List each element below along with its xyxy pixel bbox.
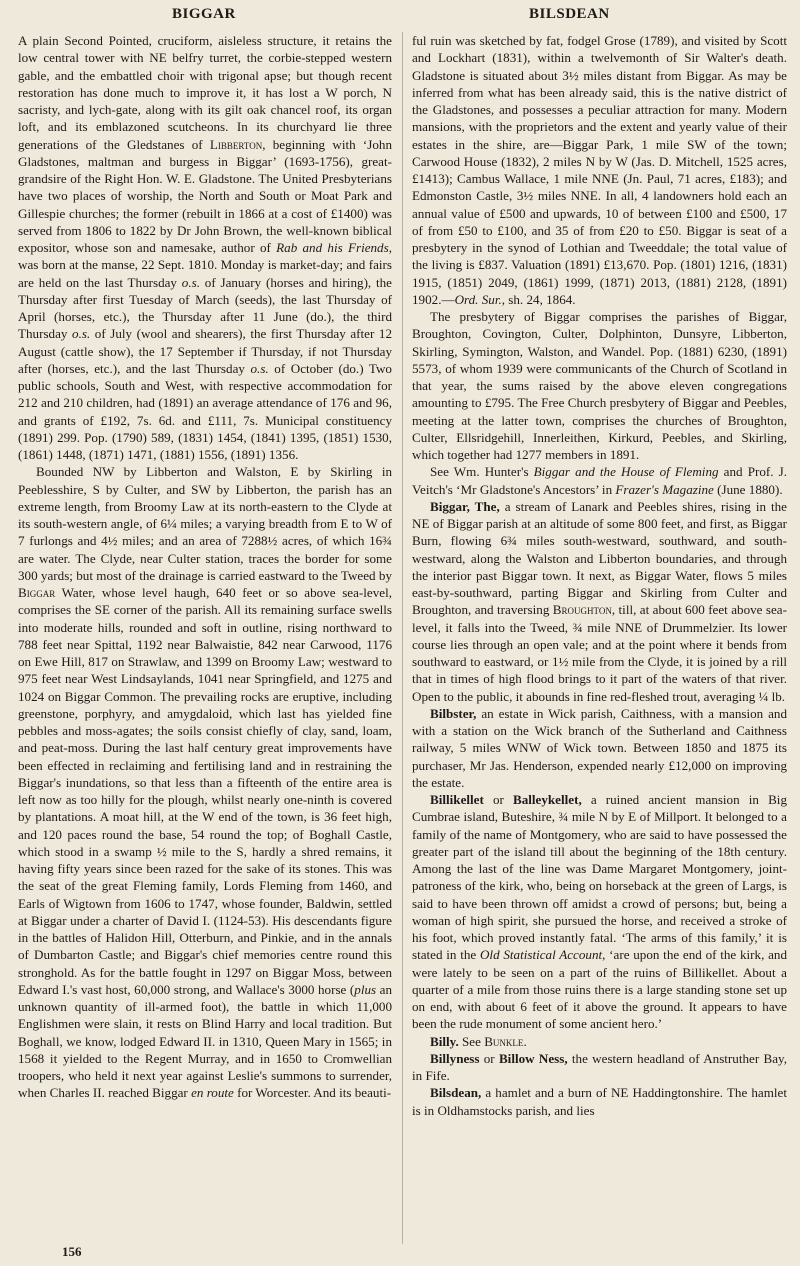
italic-word: en route [191, 1085, 234, 1101]
left-column [18, 32, 392, 1244]
entry-heading: Billy. [430, 1033, 459, 1049]
abbreviation: Ord. Sur. [454, 291, 502, 307]
entry-heading: Billow Ness, [498, 1050, 568, 1066]
entry-billy [412, 1033, 787, 1050]
text-run: A plain Second Pointed, cruciform, aisleless structure, it retains the low central tower with NE belfry turret, the corbie-stepped western gable, and the embattled choir with trigonal apse; but though recent restoration has done much to improve it, it has lost a W porch, N sacristy, and lych-gate, along with its gilt oak chancel roof, its organ loft, and its emblazoned scutcheons. In its churchyard lie three generations of the Gledstanes of [18, 33, 392, 152]
text-run: See Wm. Hunter's [430, 464, 534, 480]
text-run: a hamlet and a burn of NE Haddingtonshire. The hamlet is in Oldhamstocks parish, and lies [412, 1085, 787, 1118]
text-run: a stream of Lanark and Peebles shires, rising in the NE of Biggar parish at an altitude of some 800 feet, and first, as Biggar Burn, flowing 6¾ miles south-westward, southward, and south-westward, along the Walston and Libberton boundaries, and through the interior past Biggar town. It next, as Biggar Water, flows 5 miles east-by-southward, parting Biggar and Skirling from Culter and Broughton, and traversing [412, 498, 787, 618]
text-run: of July (wool and shearers), the first Thursday after 12 August (cattle show), the 17 September if Thursday, if not Thursday after (horses, etc.), and the last Thursday [18, 326, 392, 376]
paragraph-mansions [412, 32, 787, 308]
text-run: for Worcester. And its beauti- [233, 1085, 392, 1101]
entry-heading: Billikellet [430, 792, 484, 807]
text-run: , ‘are upon the end of the kirk, and were lately to be seen on a part of the ruins of Billikellet. About a quarter of a mile from those ruins there is a large standing stone set up on end, with about 6 feet of it above the ground. It appears to have been the rude monument of some ancient hero.’ [412, 947, 787, 1032]
running-head-left: BIGGAR [172, 6, 236, 22]
text-run: ful ruin was sketched by fat, fodgel Grose (1789), and visited by Scott and Lockhart (1831), within a twelvemonth of Sir Walter's death. Gladstone is situated about 3½ miles distant from Biggar. As may be inferred from what has been already said, this is the native district of the Gladstones, and possesses a peculiar attraction for many. Modern mansions, with the proprietors and the extent and yearly value of their estates in the shire, are—Biggar Park, 1 mile SW of the town; Carwood House (1832), 2 miles N by W (Jas. D. Mitchell, 1525 acres, £1413); Cambus Wallace, 1 mile NNE (Jn. Paul, 71 acres, £183); and Edmonston Castle, 3½ miles NNE. In all, 4 landowners hold each an annual value of £500 and upwards, 10 of between £100 and £500, 17 of from £50 to £100, and 35 of from £20 to £50. Biggar is seat of a presbytery in the synod of Lothian and Tweeddale; the total value of the living is £837. Valuation (1891) £13,670. Pop. (1801) 1216, (1831) 1915, (1851) 2049, (1861) 1999, (1871) 2013, (1881) 2128, (1891) 1902.— [412, 33, 787, 307]
right-column [412, 32, 787, 1244]
abbreviation: o.s. [181, 274, 200, 290]
book-title: Frazer's Magazine [615, 481, 714, 497]
text-run: , sh. 24, 1864. [501, 291, 576, 307]
paragraph-church-and-town [18, 32, 392, 463]
cross-reference: Libberton [209, 136, 263, 152]
text-run: a ruined ancient mansion in Big Cumbrae island, Buteshire, ¾ mile N by E of Millport. It belonged to a family of the name of Montgomery, who are said to have possessed the greater part of the island till about the beginning of the 18th century. Among the last of the line was Dame Margaret Montgomery, joint-patroness of the kirk, who, being on horseback at the green of Largs, is said to have been thrown off amidst a crowd of persons; but, being a woman of high spirit, she pursued the horse, and received a stroke of his foot, which proved instantly fatal. ‘The arms of this family,’ it is stated in the [412, 792, 787, 963]
running-head [0, 6, 800, 28]
cross-reference: Bunkle [484, 1033, 524, 1049]
book-title: Rab and his Friends [276, 240, 389, 255]
text-run: or [483, 792, 513, 807]
text-run: , till, at about 600 feet above sea-level, it falls into the Tweed, ¾ mile NNE of Drummelzier. Its lower course lies through an open vale; and at the point where it bends from southward to eastward, or 1½ mile from the Clyde, it is joined by a rill that in times of high flood brings to it part of the waters of that river. Open to the public, it abounds in fine red-fleshed trout, averaging ¼ lb. [412, 602, 787, 704]
text-run: . [523, 1033, 527, 1049]
text-run: and Prof. J. Veitch's ‘Mr Gladstone's Ancestors’ in [412, 464, 787, 497]
column-divider [402, 32, 403, 1244]
book-title: Biggar and the House of Fleming [533, 464, 719, 480]
text-run: an unknown quantity of ill-armed foot), the battle in which 11,000 Englishmen were slain, it rests on Blind Harry and local tradition. But Boghall, we know, lodged Edward II. in 1310, Queen Mary in 1565; in 1568 it yielded to the Regent Murray, and in 1650 to Cromwellian troopers, who held it next year against Leslie's summons to surrender, when Charles II. reached Biggar [18, 981, 392, 1101]
text-run: (June 1880). [713, 481, 783, 497]
entry-heading: Balleykellet, [512, 792, 582, 807]
entry-biggar-the [412, 498, 787, 705]
text-run: of October (do.) Two public schools, South and West, with respective accommodation for 212 and 210 children, had (1891) an average attendance of 176 and 96, and grants of £192, 7s. 6d. and £111, 7s. Municipal constituency (1891) 299. Pop. (1790) 589, (1831) 1454, (1841) 1395, (1851) 1530, (1861) 1448, (1871) 1471, (1881) 1556, (1891) 1356. [18, 360, 392, 462]
text-run: See [458, 1033, 485, 1049]
text-run: an estate in Wick parish, Caithness, with a mansion and with a station on the Wick branch of the Sutherland and Caithness railway, 5 miles WNW of Wick town. Between 1850 and 1875 its purchaser, Mr Jas. Henderson, expended nearly £12,000 on improving the estate. [412, 705, 787, 790]
abbreviation: o.s. [72, 326, 91, 342]
entry-bilbster [412, 705, 787, 791]
text-run: the western headland of Anstruther Bay, in Fife. [412, 1050, 787, 1083]
entry-heading: Billyness [430, 1050, 480, 1066]
paragraph-presbytery: The presbytery of Biggar comprises the parishes of Biggar, Broughton, Covington, Culter, Dolphinton, Dunsyre, Libberton, Skirling, Symington, Walston, and Wandel. Pop. (1881) 6230, (1891) 5573, of whom 1939 were communicants of the Church of Scotland in that year, the sums raised by the above eleven congregations amounting to £795. The Free Church presbytery of Biggar and Peebles, meeting at the latter town, comprises the churches of Broughton, Culter, Ellsridgehill, Innerleithen, Kirkurd, Peebles, and Skirling, which together had 1277 members in 1891. [412, 309, 787, 462]
text-run: , beginning with ‘John Gladstones, maltman and burgess in Biggar’ (1693-1756), great-grandsire of the Right Hon. W. E. Gladstone. The United Presbyterians have two places of worship, the North and South or Moat Park and Gillespie churches; the former (rebuilt in 1866 at a cost of £1400) was served from 1806 to 1822 by Dr John Brown, the well-known biblical expositor, whose son and namesake, author of [18, 136, 392, 255]
page-number: 156 [62, 1244, 82, 1259]
text-run: Bounded NW by Libberton and Walston, E by Skirling in Peeblesshire, S by Culter, and SW by Libberton, the parish has an extreme length, from Broomy Law at its north-eastern to the Clyde at its south-western angle, of 6¼ miles; a varying breadth from E to W of 7 furlongs and 4½ miles; and an area of 7288½ acres, of which 16¾ are water. The Clyde, near Culter station, traces the border for some 300 yards; but most of the drainage is carried eastward to the Tweed by [18, 464, 392, 583]
running-head-right: BILSDEAN [529, 6, 610, 22]
cross-reference: Broughton [552, 602, 612, 618]
text-run: of January (horses and hiring), the Thursday after first Tuesday of March (seeds), the last Thursday of April (horses, etc.), the Thursday after 11 June (do.), the third Thursday [18, 274, 392, 342]
entry-bilsdean [412, 1084, 787, 1119]
cross-reference: Biggar [18, 585, 56, 600]
text-run: Water, whose level haugh, 640 feet or so above sea-level, comprises the SE corner of the parish. All its remaining surface swells into moderate hills, rounded and soft in outline, rising northward to 788 feet near Spittal, 1192 near Balwaistie, 842 near Carwood, 1176 on Ewe Hill, 817 on Strawlaw, and 1399 on Broomy Law; westward to 975 feet near West Lindsaylands, 1041 near Springfield, and 1275 and 1024 on Biggar Common. The prevailing rocks are eruptive, including greenstone, porphyry, and amygdaloid, which last has yielded fine pebbles and moss-agates; the soils consist chiefly of clay, sand, loam, and peat-moss. During the last half century great improvements have been effected in reclaiming and fertilising land and in restraining the Biggar's inundations, so that less than a fifteenth of the entire area is left now as too hilly for the plough, whilst nearly one-ninth is covered by plantations. A moat hill, at the W end of the town, is 36 feet high, and 120 paces round the base, 54 round the top; of Boghall Castle, which stood in a swamp ½ mile to the S, hardly a shred remains, it having fifty years since been razed for the sake of its stones. This was the seat of the great Fleming family, Lords Fleming from 1460, and Earls of Wigtown from 1606 to 1747, whose founder, Baldwin, settled at Biggar under a charter of David I. (1124-53). His descendants figure in the battles of Halidon Hill, Otterburn, and Pinkie, and in the annals of Dumbarton Castle; and Biggar's chief memories centre round this stronghold. As for the battle fought in 1297 on Biggar Moss, between Edward I.'s vast host, 60,000 strong, and Wallace's 3000 horse ( [18, 585, 392, 997]
abbreviation: o.s. [250, 360, 269, 376]
entry-heading: Biggar, The, [430, 498, 500, 514]
italic-word: plus [354, 981, 377, 997]
book-title: Old Statistical Account [479, 947, 603, 963]
entry-billyness [412, 1050, 787, 1085]
paragraph-parish-description [18, 463, 392, 1101]
entry-heading: Bilsdean, [430, 1085, 482, 1101]
text-run: , was born at the manse, 22 Sept. 1810. Monday is market-day; and fairs are held on the last Thursday [18, 240, 392, 290]
text-run: or [479, 1050, 499, 1066]
entry-billikellet [412, 791, 787, 1033]
entry-heading: Bilbster, [430, 705, 477, 721]
paragraph-references [412, 463, 787, 498]
